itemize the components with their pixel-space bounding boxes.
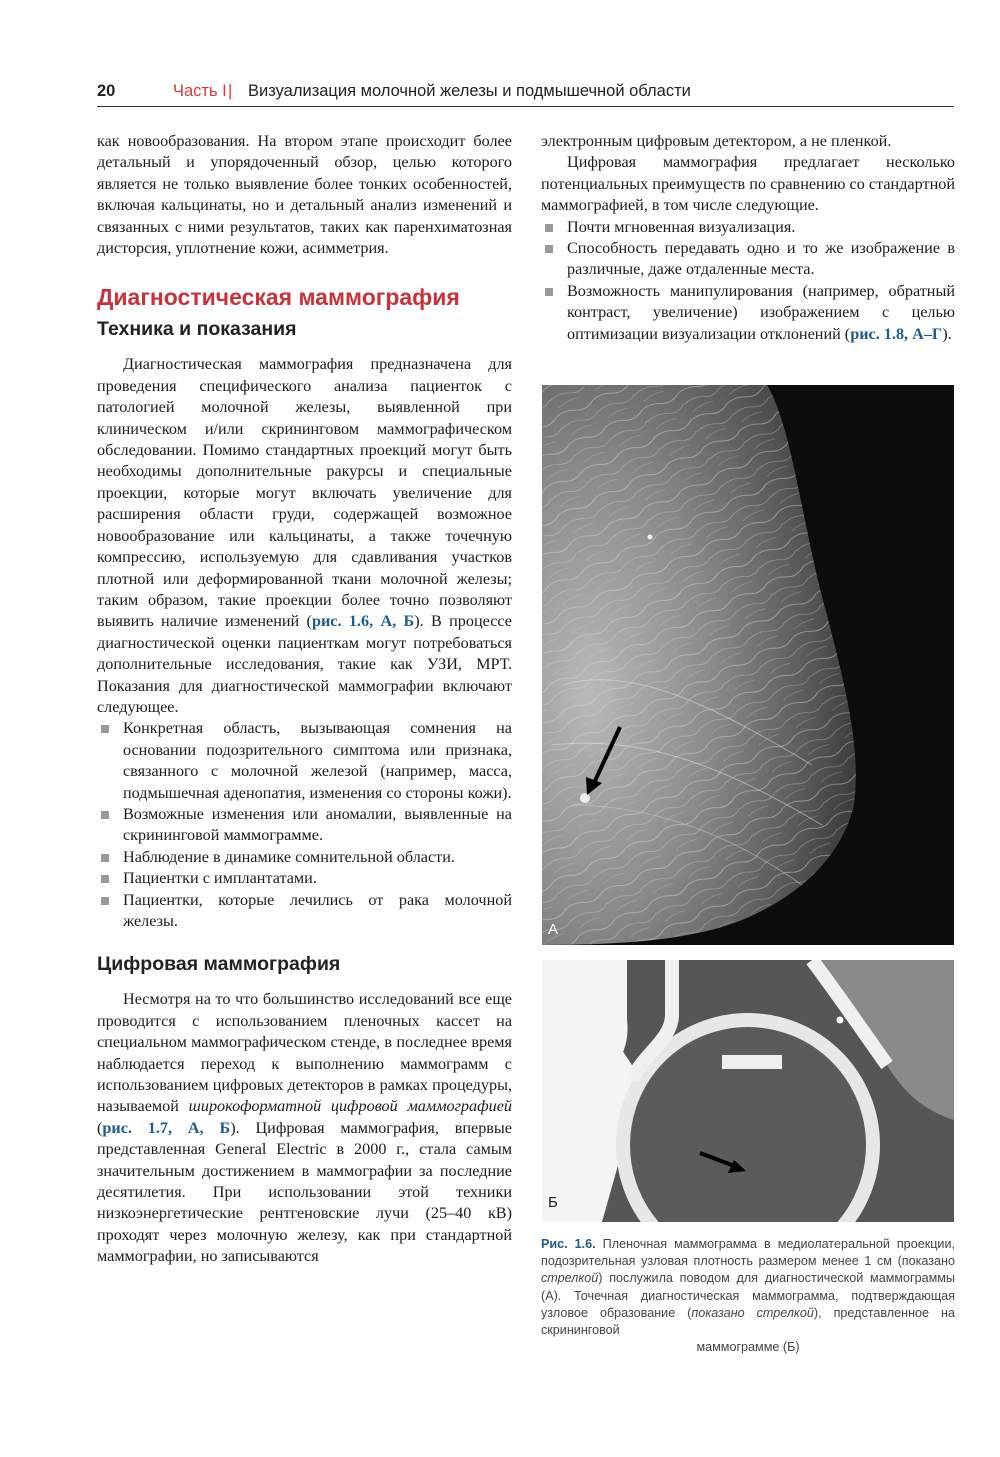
list-item-text: Способность передавать одно и то же изображение в различные, даже отдаленные места. bbox=[567, 239, 955, 279]
list-item bbox=[541, 281, 955, 345]
list-item-text: Конкретная область, вызывающая сомнения на основании подозрительного симптома или признака, связанного с молочной железой (например, масса, подмышечная аденопатия, изменения со стороны кожи). bbox=[123, 719, 512, 802]
running-header bbox=[97, 80, 957, 104]
list-item-text: Возможные изменения или аномалии, выявленные на скрининговой маммограмме. bbox=[123, 804, 512, 845]
section-heading: Диагностическая маммография bbox=[97, 284, 460, 311]
list-item bbox=[97, 890, 512, 933]
indications-list bbox=[97, 718, 512, 932]
advantages-list bbox=[541, 217, 955, 345]
italic-term: широкоформатной цифровой маммографией bbox=[188, 1097, 512, 1116]
subheading-technique: Техника и показания bbox=[97, 318, 297, 341]
mammogram-a-illustration bbox=[542, 385, 954, 945]
list-item-text: Пациентки с имплантатами. bbox=[123, 869, 317, 888]
figure-caption bbox=[541, 1236, 955, 1356]
list-item-text-tail: ). bbox=[942, 324, 952, 343]
caption-italic: стрелкой bbox=[541, 1271, 599, 1286]
paragraph-text: ( bbox=[97, 1118, 103, 1137]
bullet-square-icon bbox=[545, 224, 553, 232]
list-item-text: Возможность манипулирования (например, обратный контраст, увеличение) изображением с целью оптимизации визуализации отклонений ( bbox=[567, 281, 955, 343]
figure-reference-1-7[interactable]: рис. 1.7, А, Б bbox=[102, 1118, 231, 1137]
paragraph-text: ). Цифровая маммография, впервые представленная General Electric в 2000 г., стала самым значительным достижением в маммографии за последние десятилетия. При использовании этой техники низкоэнергетические рентгеновские лучи (25–40 кВ) проходят через молочную железу, как при стандартной маммографии, но записываются bbox=[97, 1118, 512, 1266]
header-separator: | bbox=[228, 82, 233, 100]
paragraph-text: Несмотря на то что большинство исследований все еще проводится с использованием пленочных кассет на специальном маммографическом стенде, в последнее время наблюдается переход к выполнению маммограмм с использованием цифровых детекторов в рамках процедуры, называемой bbox=[97, 990, 512, 1116]
bullet-square-icon bbox=[101, 811, 109, 819]
paragraph-digital bbox=[97, 989, 512, 1267]
subheading-digital: Цифровая маммография bbox=[97, 953, 341, 976]
bullet-square-icon bbox=[545, 245, 553, 253]
bullet-square-icon bbox=[545, 288, 553, 296]
figure-reference-1-8[interactable]: рис. 1.8, А–Г bbox=[850, 324, 943, 343]
chapter-title: Визуализация молочной железы и подмышечной области bbox=[248, 82, 691, 100]
part-label: Часть I bbox=[173, 82, 227, 100]
list-item bbox=[97, 868, 512, 889]
list-item bbox=[97, 847, 512, 868]
caption-text: ), представленное на скрининговой bbox=[541, 1305, 955, 1338]
figure-reference-1-6[interactable]: рис. 1.6, А, Б bbox=[311, 612, 415, 631]
right-column bbox=[541, 131, 955, 345]
paragraph-advantages: Цифровая маммография предлагает несколько потенциальных преимуществ по сравнению со стандартной маммографией, в том числе следующие. bbox=[541, 153, 955, 215]
list-item-text: Почти мгновенная визуализация. bbox=[567, 217, 796, 236]
bullet-square-icon bbox=[101, 875, 109, 883]
caption-text: Пленочная маммограмма в медиолатеральной проекции, подозрительная узловая плотность размером менее 1 см (показано bbox=[541, 1237, 955, 1269]
page-number: 20 bbox=[97, 82, 116, 100]
bullet-square-icon bbox=[101, 897, 109, 905]
mammogram-image-b bbox=[542, 960, 954, 1222]
panel-label-b: Б bbox=[548, 1194, 558, 1211]
list-item bbox=[541, 217, 955, 238]
paragraph-text-tail: ). В процессе диагностической оценки пациенткам могут потребоваться дополнительные исследования, такие как УЗИ, МРТ. Показания для диагностической маммографии включают следующее. bbox=[97, 612, 512, 716]
caption-last-line: маммограмме (Б) bbox=[696, 1340, 800, 1355]
caption-label: Рис. 1.6. bbox=[541, 1237, 596, 1251]
continued-paragraph: электронным цифровым детектором, а не пленкой. bbox=[541, 132, 892, 150]
list-item-text: Пациентки, которые лечились от рака молочной железы. bbox=[123, 890, 512, 930]
header-rule bbox=[97, 106, 954, 107]
bullet-square-icon bbox=[101, 854, 109, 862]
list-item bbox=[97, 718, 512, 804]
paragraph-indications bbox=[97, 354, 512, 718]
list-item bbox=[541, 238, 955, 281]
left-column bbox=[97, 131, 512, 1268]
list-item bbox=[97, 804, 512, 847]
bullet-square-icon bbox=[101, 725, 109, 733]
list-item-text: Наблюдение в динамике сомнительной области. bbox=[123, 847, 455, 866]
panel-label-a: А bbox=[548, 921, 559, 938]
paragraph-text: Диагностическая маммография предназначена для проведения специфического анализа пациенток с патологией молочной железы, выявленной при клиническом и/или скрининговом маммографическом обследовании. Помимо стандартных проекций могут быть необходимы дополнительные ракурсы и специальные проекции, которые могут включать увеличение для расширения области груди, содержащей возможное новообразование или кальцинаты, а также точечную компрессию, используемую для сдавливания участков плотной или деформированной ткани молочной железы; таким образом, такие проекции более точно позволяют выявить наличие изменений ( bbox=[97, 355, 512, 631]
intro-paragraph: как новообразования. На втором этапе происходит более детальный и упорядоченный обзор, целью которого является не только выявление более тонких особенностей, включая кальцинаты, но и детальный анализ изменений и связанных с ними результатов, таких как паренхиматозная дисторсия, уплотнение кожи, асимметрия. bbox=[97, 132, 512, 258]
caption-text: ) послужила поводом для диагностической маммограммы (А). Точечная диагностическая маммограмма, подтверждающая узловое образование ( bbox=[541, 1271, 955, 1320]
caption-italic: показано стрелкой bbox=[691, 1305, 814, 1320]
mammogram-b-illustration bbox=[542, 960, 954, 1222]
mammogram-image-a bbox=[542, 385, 954, 945]
